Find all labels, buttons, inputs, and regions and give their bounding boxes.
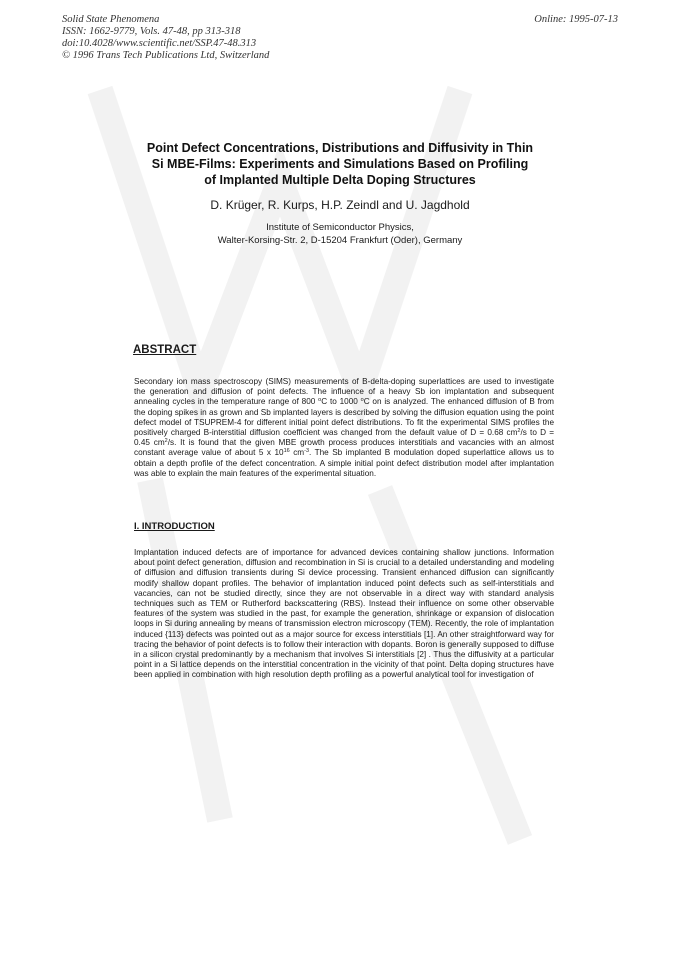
journal-name: Solid State Phenomena [62,14,160,25]
affiliation-line-2: Walter-Korsing-Str. 2, D-15204 Frankfurt (Oder), Germany [217,235,463,246]
title-line-3: of Implanted Multiple Delta Doping Structures [204,173,476,187]
degree-sup-1: o [318,397,322,404]
abstract-text-2: C to 1000 [321,397,361,407]
exponent-sup-a: 2 [517,428,521,435]
affiliation-line-1: Institute of Semiconductor Physics, [266,222,414,233]
abstract-body [134,377,554,479]
introduction-heading: I. INTRODUCTION [134,521,215,532]
abstract-text-4: /s to D = 0.45 cm [134,428,554,448]
abstract-text-7: . The Sb implanted B modulation doped superlattice allows us to obtain a depth profile of the defect concentration. A simple initial point defect distribution model after implantation was able to explain the main features of the experimental situation. [134,448,554,478]
degree-sup-2: o [360,397,364,404]
abstract-text-3: C on is analyzed. The enhanced diffusion of B from the doping spikes in as grown and Sb implanted layers is described by solving the diffusion equation using the point defect model of TSUPREM-4 for different initial point defect distributions. To fit the experimental SIMS profiles the positively charged B-interstitial diffusion coefficient was changed from the default value of D = 0.68 cm [134,397,554,438]
exponent-sup-d: -3 [304,448,309,455]
title-line-2: Si MBE-Films: Experiments and Simulations Based on Profiling [151,157,529,171]
author-list: D. Krüger, R. Kurps, H.P. Zeindl and U. Jagdhold [210,198,470,212]
affiliation [120,221,560,247]
title-line-1: Point Defect Concentrations, Distributions and Diffusivity in Thin [146,141,534,155]
abstract-text-6: cm [289,448,305,458]
introduction-body: Implantation induced defects are of importance for advanced devices containing shallow junctions. Information about point defect generation, diffusion and recombination in Si is crucial to a detailed understanding and modeling of diffusion and diffusion transients during Si device processing. Transient enhanced diffusion can significantly modify shallow dopant profiles. The behavior of implantation induced point defects such as self-interstitials and vacancies, can not be studied directly, since they are not observable in a direct way with standard analysis techniques such as TEM or Rutherford backscattering (RBS). Instead their influence on some other observable features of the system was studied in the past, for example the generation, shrinkage or expansion of dislocation loops in Si during annealing by means of transmission electron microscopy (TEM). Recently, the role of implantation induced {113} defects was pointed out as a major source for excess interstitials [1]. An other straightforward way for tracing the behavior of point defects is to follow their interaction with dopants. Boron is generally supposed to diffuse in a silicon crystal predominantly by a mechanism that involves Si interstitials [2] . Thus the diffusivity at a particular point in a Si lattice depends on the interstitial concentration in the vicinity of that point. Delta doping structures have been applied in combination with high resolution depth profiling as a powerful analytical tool for investigation of [134,548,554,680]
paper-title [120,140,560,188]
copyright-line: © 1996 Trans Tech Publications Ltd, Switzerland [62,50,270,61]
abstract-text-5: /s. It is found that the given MBE growth process produces interstitials and vacancies with an almost constant average value of about 5 x 10 [134,438,554,458]
abstract-text-1: Secondary ion mass spectroscopy (SIMS) measurements of B-delta-doping superlattices are used to investigate the generation and diffusion of point defects. The influence of a heavy Sb ion implantation and subsequent annealing cycles in the temperature range of 800 [134,377,554,407]
doi-line[interactable]: doi:10.4028/www.scientific.net/SSP.47-48.313 [62,38,257,49]
journal-header [62,14,618,62]
issn-line: ISSN: 1662-9779, Vols. 47-48, pp 313-318 [62,26,241,37]
abstract-heading: ABSTRACT [133,344,197,356]
online-date: Online: 1995-07-13 [534,14,618,25]
exponent-sup-b: 2 [164,438,168,445]
exponent-sup-c: 16 [283,448,290,455]
